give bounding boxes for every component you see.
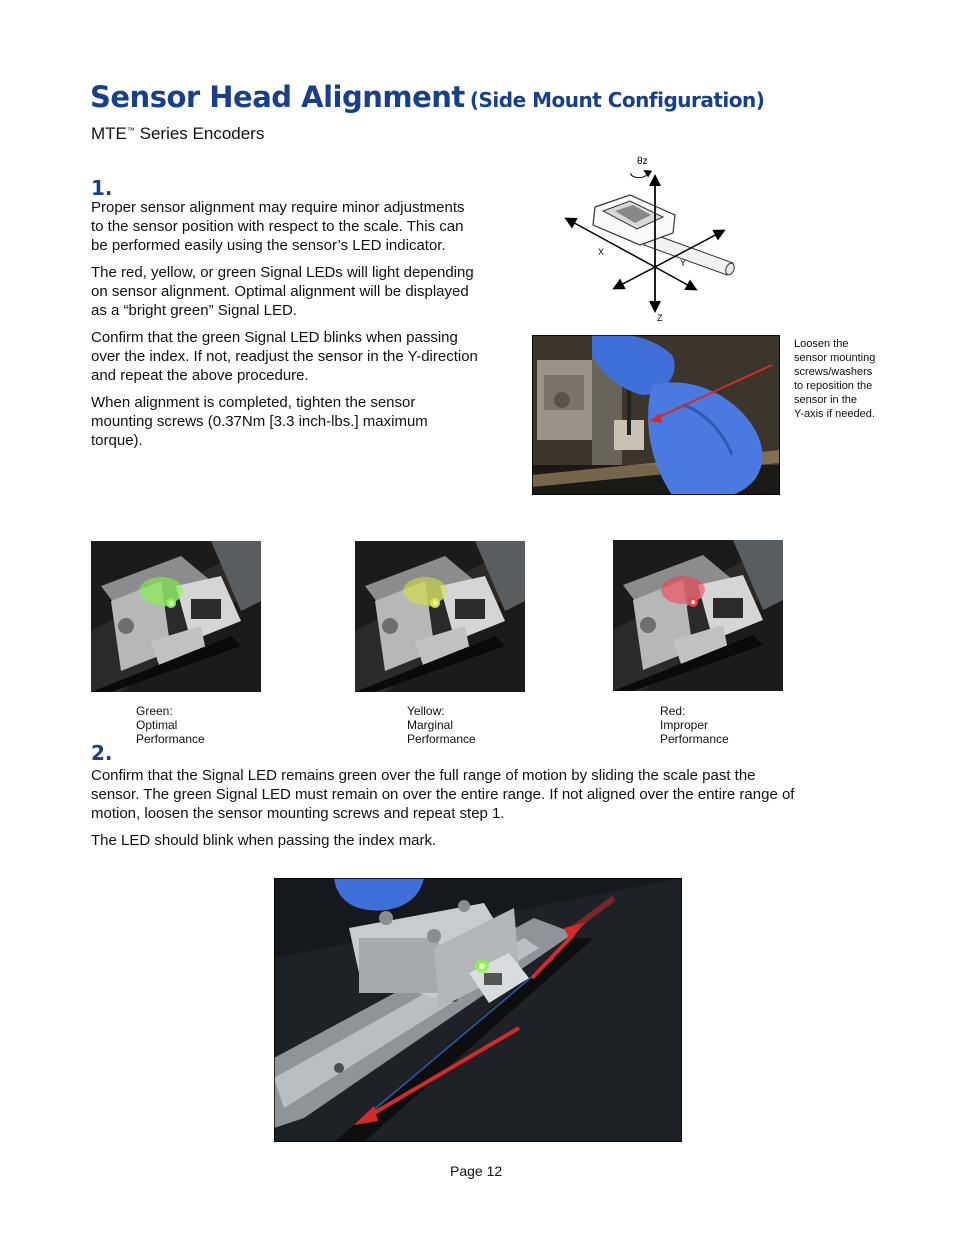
caption-line: sensor mounting (794, 352, 876, 364)
green-caption (136, 704, 205, 746)
step-2-paragraph: Confirm that the Signal LED remains green over the full range of motion by sliding the scale past the sensor. The green Signal LED must remain on over the entire range. If not aligned over the entire range of motion, loosen the sensor mounting screws and repeat step 1. (91, 767, 795, 822)
caption-line: Green: (136, 704, 173, 718)
subtitle-prefix: MTE (91, 124, 127, 143)
caption-line: Yellow: (407, 704, 445, 718)
page-title (90, 80, 764, 114)
theta-label: θz (637, 156, 648, 167)
caption-line: screws/washers (794, 366, 873, 378)
caption-line: Performance (660, 732, 729, 746)
yellow-caption (407, 704, 476, 746)
full-range-photo (274, 878, 682, 1142)
red-caption (660, 704, 729, 746)
green-led-photo (91, 541, 261, 692)
red-led-photo (613, 540, 783, 691)
page-subtitle (91, 124, 264, 144)
page-number: Page 12 (450, 1163, 503, 1179)
subtitle-suffix: Series Encoders (134, 124, 265, 143)
step-1-paragraph: The red, yellow, or green Signal LEDs will light depending on sensor alignment. Optimal alignment will be displayed as a “bright green” Signal LED. (91, 264, 474, 319)
step-1-paragraph: Proper sensor alignment may require minor adjustments to the sensor position with respect to the scale. This can be performed easily using the sensor’s LED indicator. (91, 199, 465, 254)
step-2-paragraph: The LED should blink when passing the index mark. (91, 832, 437, 849)
step-2-number: 2. (91, 741, 113, 765)
y-label: Y (680, 258, 687, 268)
step-1-paragraph: Confirm that the green Signal LED blinks when passing over the index. If not, readjust the sensor in the Y-direction and repeat the above procedure. (91, 329, 478, 384)
yellow-led-photo (355, 541, 525, 692)
z-label: Z (657, 313, 663, 323)
step-1-paragraph: When alignment is completed, tighten the sensor mounting screws (0.37Nm [3.3 inch-lbs.] maximum torque). (91, 394, 428, 449)
step-1-number: 1. (91, 176, 113, 200)
loosen-screws-photo (532, 335, 780, 495)
caption-line: Red: (660, 704, 686, 718)
caption-line: Performance (407, 732, 476, 746)
title-main: Sensor Head Alignment (90, 80, 465, 114)
step-2-text (91, 766, 801, 850)
axis-diagram (555, 145, 755, 325)
caption-line: to reposition the (794, 380, 873, 392)
trademark-symbol: ™ (126, 126, 135, 135)
caption-line: Marginal (407, 718, 454, 732)
title-sub: (Side Mount Configuration) (469, 88, 765, 112)
x-label: X (598, 247, 605, 257)
caption-line: Performance (136, 732, 205, 746)
caption-line: sensor in the (794, 394, 857, 406)
step-1-text (91, 198, 481, 450)
loosen-caption (794, 337, 875, 421)
caption-line: Y-axis if needed. (794, 408, 875, 420)
caption-line: Loosen the (794, 338, 849, 350)
caption-line: Improper (660, 718, 709, 732)
caption-line: Optimal (136, 718, 178, 732)
